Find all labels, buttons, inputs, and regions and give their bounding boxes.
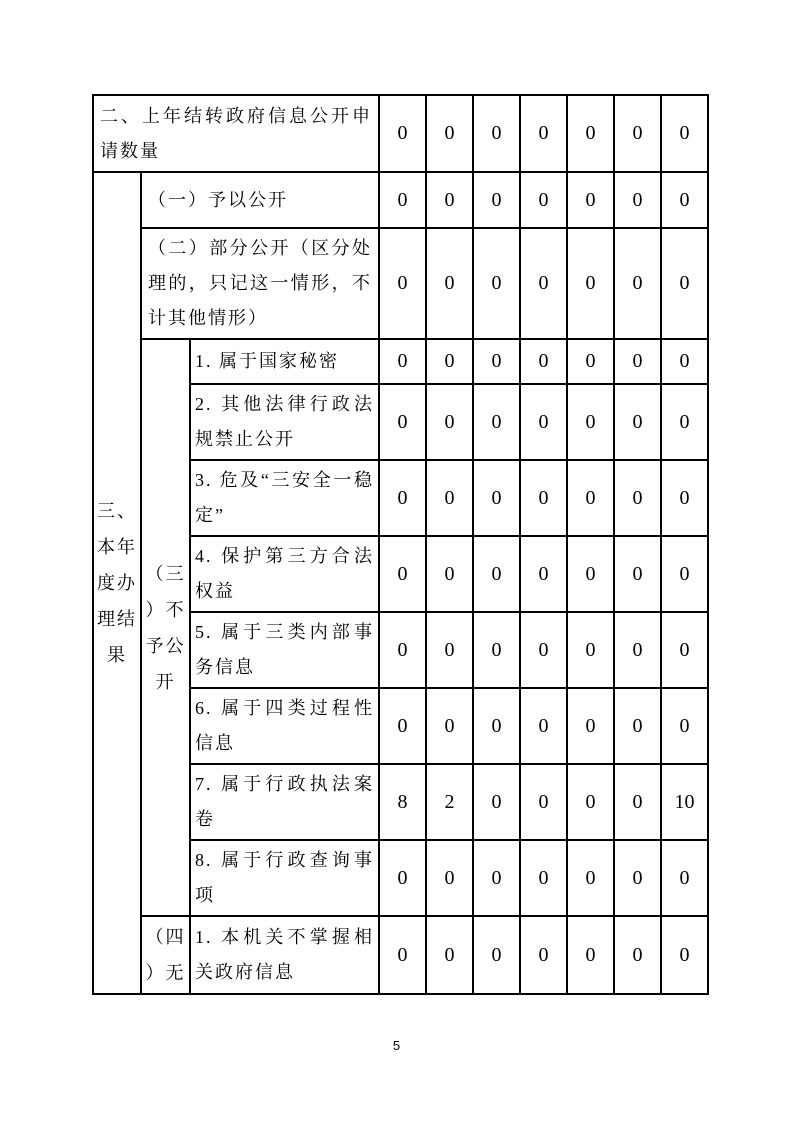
value-cell: 0 <box>426 612 473 688</box>
group-label-refused: （三）不予公开 <box>141 339 190 916</box>
value-cell: 0 <box>567 612 614 688</box>
value-cell: 0 <box>614 339 661 384</box>
value-cell: 0 <box>520 764 567 840</box>
value-cell: 0 <box>520 339 567 384</box>
value-cell: 0 <box>379 688 426 764</box>
table-row <box>93 172 708 228</box>
value-cell: 0 <box>614 612 661 688</box>
row-label-partial: （二）部分公开（区分处理的，只记这一情形，不计其他情形） <box>141 228 379 339</box>
value-cell: 0 <box>661 460 708 536</box>
value-cell: 0 <box>379 172 426 228</box>
value-cell: 0 <box>426 339 473 384</box>
table-row <box>93 339 708 384</box>
value-cell: 0 <box>473 916 520 994</box>
value-cell: 0 <box>426 840 473 916</box>
row-label-unable-1: 1. 本机关不掌握相关政府信息 <box>190 916 379 994</box>
value-cell: 0 <box>567 384 614 460</box>
value-cell: 0 <box>614 384 661 460</box>
row-label-granted: （一）予以公开 <box>141 172 379 228</box>
value-cell: 0 <box>426 916 473 994</box>
value-cell: 0 <box>520 612 567 688</box>
value-cell: 0 <box>614 840 661 916</box>
value-cell: 0 <box>661 688 708 764</box>
value-cell: 0 <box>661 916 708 994</box>
value-cell: 0 <box>567 840 614 916</box>
value-cell: 0 <box>426 384 473 460</box>
value-cell: 0 <box>520 688 567 764</box>
value-cell: 0 <box>426 536 473 612</box>
value-cell: 0 <box>614 460 661 536</box>
value-cell: 0 <box>379 339 426 384</box>
value-cell: 0 <box>520 536 567 612</box>
value-cell: 0 <box>473 764 520 840</box>
value-cell: 0 <box>661 612 708 688</box>
value-cell: 0 <box>473 688 520 764</box>
value-cell: 0 <box>473 384 520 460</box>
value-cell: 0 <box>520 384 567 460</box>
value-cell: 0 <box>567 916 614 994</box>
row-label-refused-6: 6. 属于四类过程性信息 <box>190 688 379 764</box>
value-cell: 0 <box>661 840 708 916</box>
value-cell: 0 <box>614 228 661 339</box>
value-cell: 0 <box>567 228 614 339</box>
value-cell: 0 <box>661 228 708 339</box>
section-label-annual-results: 三、本年度办理结果 <box>93 172 141 994</box>
row-label-refused-5: 5. 属于三类内部事务信息 <box>190 612 379 688</box>
value-cell: 0 <box>426 172 473 228</box>
table-row <box>93 916 708 994</box>
value-cell: 10 <box>661 764 708 840</box>
value-cell: 0 <box>379 916 426 994</box>
value-cell: 0 <box>426 688 473 764</box>
value-cell: 8 <box>379 764 426 840</box>
value-cell: 0 <box>567 172 614 228</box>
value-cell: 0 <box>661 172 708 228</box>
value-cell: 0 <box>379 460 426 536</box>
value-cell: 0 <box>473 460 520 536</box>
value-cell: 0 <box>473 172 520 228</box>
row-label-refused-8: 8. 属于行政查询事项 <box>190 840 379 916</box>
value-cell: 0 <box>379 612 426 688</box>
value-cell: 0 <box>567 339 614 384</box>
row-label-refused-2: 2. 其他法律行政法规禁止公开 <box>190 384 379 460</box>
value-cell: 0 <box>567 460 614 536</box>
value-cell: 0 <box>379 536 426 612</box>
row-label-refused-7: 7. 属于行政执法案卷 <box>190 764 379 840</box>
value-cell: 0 <box>520 916 567 994</box>
value-cell: 0 <box>426 228 473 339</box>
value-cell: 0 <box>426 95 473 172</box>
value-cell: 0 <box>614 688 661 764</box>
value-cell: 0 <box>426 460 473 536</box>
value-cell: 0 <box>661 95 708 172</box>
value-cell: 0 <box>473 95 520 172</box>
value-cell: 0 <box>520 228 567 339</box>
value-cell: 0 <box>520 460 567 536</box>
value-cell: 0 <box>567 764 614 840</box>
value-cell: 0 <box>520 172 567 228</box>
value-cell: 0 <box>614 764 661 840</box>
value-cell: 0 <box>379 840 426 916</box>
page-number: 5 <box>392 1038 401 1053</box>
row-label-refused-3: 3. 危及“三安全一稳定” <box>190 460 379 536</box>
group-label-unable: （四）无 <box>141 916 190 994</box>
value-cell: 0 <box>614 916 661 994</box>
table-row <box>93 95 708 172</box>
value-cell: 0 <box>473 536 520 612</box>
row-label-refused-1: 1. 属于国家秘密 <box>190 339 379 384</box>
value-cell: 0 <box>614 95 661 172</box>
value-cell: 0 <box>473 840 520 916</box>
value-cell: 0 <box>567 536 614 612</box>
value-cell: 0 <box>379 228 426 339</box>
table-row <box>93 228 708 339</box>
value-cell: 0 <box>473 612 520 688</box>
value-cell: 0 <box>473 339 520 384</box>
value-cell: 0 <box>567 688 614 764</box>
value-cell: 0 <box>520 840 567 916</box>
value-cell: 0 <box>473 228 520 339</box>
value-cell: 0 <box>379 384 426 460</box>
value-cell: 0 <box>661 536 708 612</box>
row-label-refused-4: 4. 保护第三方合法权益 <box>190 536 379 612</box>
value-cell: 0 <box>379 95 426 172</box>
value-cell: 0 <box>614 536 661 612</box>
value-cell: 0 <box>614 172 661 228</box>
value-cell: 0 <box>567 95 614 172</box>
value-cell: 2 <box>426 764 473 840</box>
row-label-carryover: 二、上年结转政府信息公开申请数量 <box>93 95 379 172</box>
value-cell: 0 <box>520 95 567 172</box>
value-cell: 0 <box>661 384 708 460</box>
report-table <box>92 94 709 995</box>
value-cell: 0 <box>661 339 708 384</box>
